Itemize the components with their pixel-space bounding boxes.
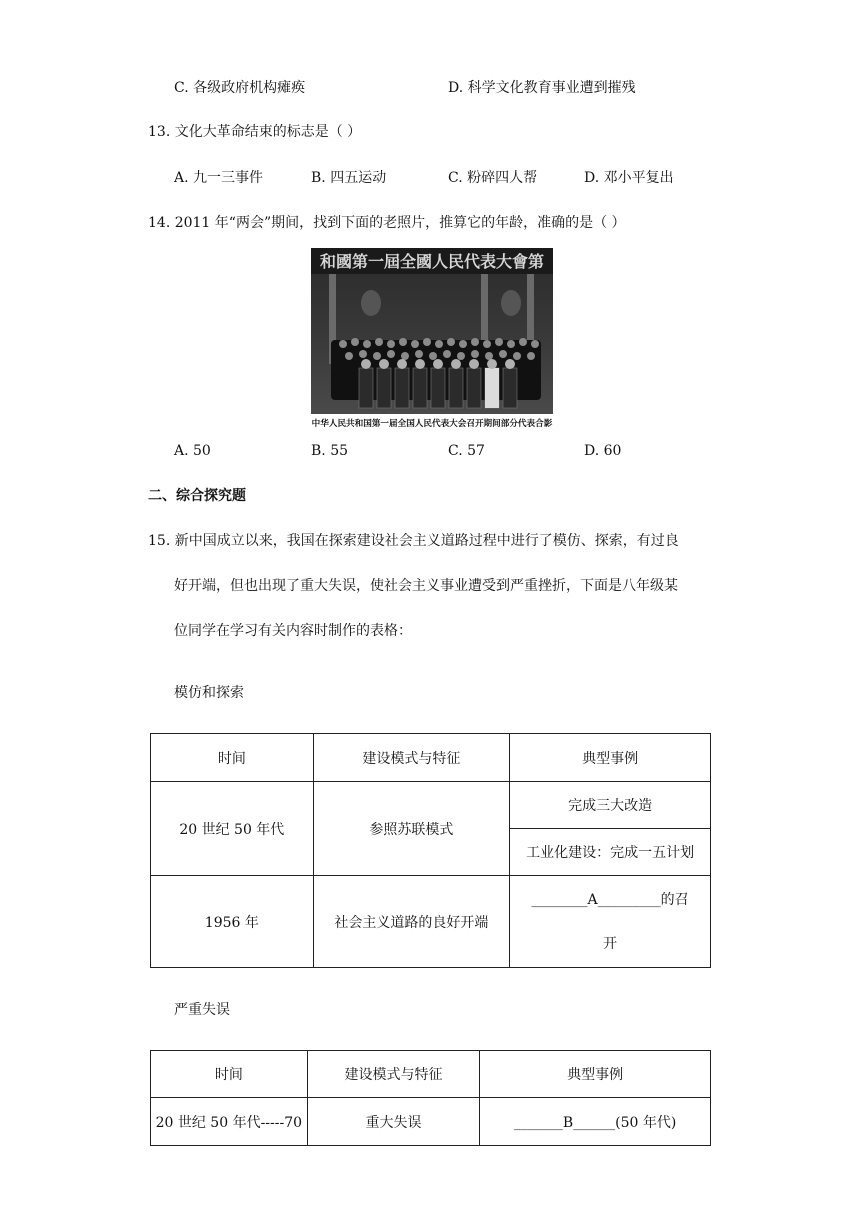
q14-option-c: C. 57 <box>448 443 485 459</box>
table2-header-example: 典型事例 <box>480 1051 711 1098</box>
table1-row1-example-1: 完成三大改造 <box>510 782 711 829</box>
q13-option-d: D. 邓小平复出 <box>584 170 674 186</box>
table1-header-time: 时间 <box>151 734 314 782</box>
historical-photo <box>311 248 553 430</box>
q13-option-c: C. 粉碎四人帮 <box>448 170 538 186</box>
q14-option-b: B. 55 <box>311 443 349 459</box>
q13-option-a: A. 九一三事件 <box>174 170 264 186</box>
table2-caption: 严重失误 <box>174 1002 230 1018</box>
q13-stem: 13. 文化大革命结束的标志是（ ） <box>148 124 362 140</box>
table1-row2-time: 1956 年 <box>151 876 314 968</box>
table1-row2-example <box>510 876 711 968</box>
q14-option-a: A. 50 <box>174 443 211 459</box>
q12-option-d: D. 科学文化教育事业遭到摧残 <box>448 80 636 96</box>
table1-row2-model: 社会主义道路的良好开端 <box>313 876 510 968</box>
table1-row1-time: 20 世纪 50 年代 <box>151 782 314 876</box>
table1-header-example: 典型事例 <box>510 734 711 782</box>
table1-row1-model: 参照苏联模式 <box>313 782 510 876</box>
q15-stem-line-1: 15. 新中国成立以来，我国在探索建设社会主义道路过程中进行了模仿、探索，有过良 <box>148 533 679 549</box>
q12-option-c: C. 各级政府机构瘫痪 <box>174 80 306 96</box>
table2-row1-model: 重大失误 <box>307 1098 480 1146</box>
q13-option-b: B. 四五运动 <box>311 170 387 186</box>
photo-caption: 中华人民共和国第一届全国人民代表大会召开期间部分代表合影 <box>311 419 553 429</box>
table-imitation-exploration <box>150 733 711 968</box>
q15-stem-line-2: 好开端，但也出现了重大失误，使社会主义事业遭受到严重挫折，下面是八年级某 <box>174 578 678 594</box>
table1-header-model: 建设模式与特征 <box>313 734 510 782</box>
table1-caption: 模仿和探索 <box>174 685 244 701</box>
table1-row2-example-line-1: ________A_________的召 <box>531 891 689 908</box>
q14-option-d: D. 60 <box>584 443 622 459</box>
table2-header-model: 建设模式与特征 <box>307 1051 480 1098</box>
table-serious-mistakes <box>150 1050 711 1146</box>
table1-row1-example-2: 工业化建设：完成一五计划 <box>510 829 711 876</box>
table2-row1-time: 20 世纪 50 年代-----70 <box>151 1098 308 1146</box>
section-heading: 二、综合探究题 <box>148 488 246 504</box>
q15-stem-line-3: 位同学在学习有关内容时制作的表格： <box>174 623 412 639</box>
photo-banner-text: 和國第一屆全國人民代表大會第 <box>319 252 545 271</box>
historical-photo-image <box>311 248 553 430</box>
q14-stem: 14. 2011 年“两会”期间，找到下面的老照片，推算它的年龄，准确的是（ ） <box>148 215 626 231</box>
table1-row2-example-line-2: 开 <box>603 935 618 952</box>
table2-row1-example: _______B______(50 年代) <box>480 1098 711 1146</box>
table2-header-time: 时间 <box>151 1051 308 1098</box>
